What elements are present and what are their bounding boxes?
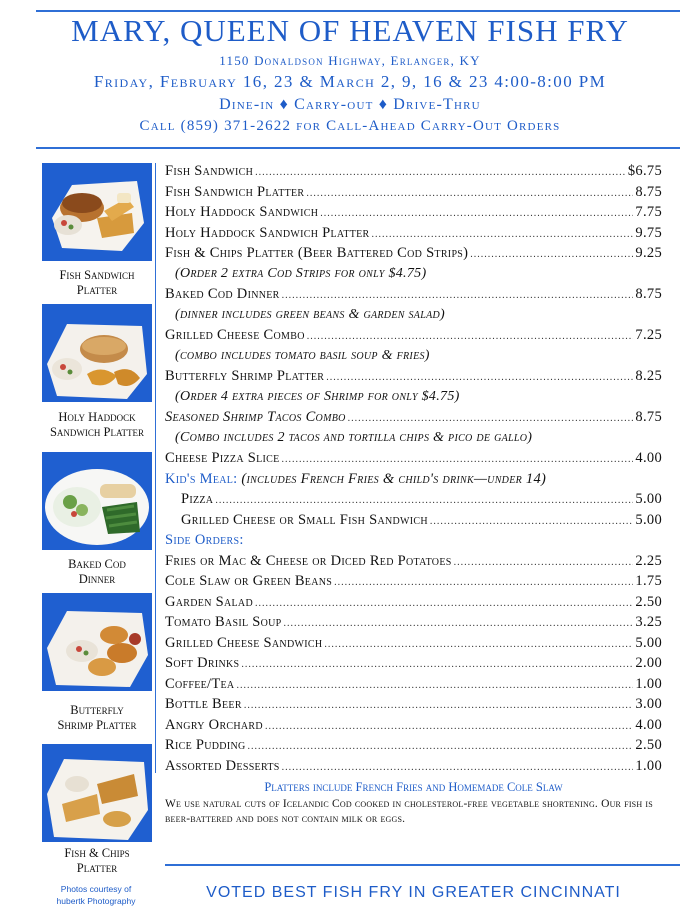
item-price: 3.00 [635, 696, 662, 712]
leader-dots [320, 208, 633, 219]
fish-sandwich-platter-photo [42, 163, 152, 261]
event-dates: Friday, February 16, 23 & March 2, 9, 16 & 23 4:00-8:00 PM [93, 72, 607, 91]
item-price: 7.25 [635, 327, 662, 343]
item-price: $6.75 [627, 163, 662, 179]
item-name: Assorted Desserts [165, 757, 280, 774]
caption-line: Shrimp Platter [57, 718, 137, 732]
kids-meal-note: (includes French Fries & child's drink—under 14) [241, 470, 547, 487]
item-note: (Combo includes 2 tacos and tortilla chips & pico de gallo) [175, 429, 533, 445]
leader-dots [215, 495, 633, 506]
photo-caption [30, 703, 164, 733]
leader-dots [282, 454, 634, 465]
leader-dots [255, 167, 626, 178]
item-name: Pizza [181, 491, 214, 507]
side-item [165, 594, 662, 615]
leader-dots [324, 639, 633, 650]
item-note: (Order 4 extra pieces of Shrimp for only $4.75) [175, 388, 460, 404]
item-price: 9.75 [635, 224, 662, 241]
side-orders-header: Side Orders: [165, 532, 244, 548]
side-item [165, 737, 662, 758]
photo-caption [30, 410, 164, 440]
leader-dots [306, 188, 633, 199]
item-price: 5.00 [635, 511, 662, 528]
kids-item [165, 512, 662, 533]
caption-line: Butterfly [70, 703, 124, 717]
item-price: 8.25 [635, 368, 662, 384]
caption-line: Dinner [78, 572, 116, 586]
item-price: 9.25 [635, 245, 662, 261]
column-divider [155, 163, 156, 773]
item-name: Fries or Mac & Cheese or Diced Red Potatoes [165, 552, 452, 569]
service-options: Dine-in ♦ Carry-out ♦ Drive-Thru [219, 96, 481, 113]
fish-and-chips-platter-photo [42, 744, 152, 842]
item-name: Coffee/Tea [165, 675, 235, 692]
credit-line: hubertk Photography [56, 896, 136, 906]
top-rule [36, 10, 680, 12]
platters-note: Platters include French Fries and Homemade Cole Slaw [264, 780, 563, 794]
item-name: Holy Haddock Sandwich Platter [165, 224, 370, 241]
menu-item [165, 184, 662, 205]
leader-dots [248, 741, 634, 752]
side-item [165, 573, 662, 594]
item-price: 2.50 [635, 737, 662, 753]
item-name: Grilled Cheese Combo [165, 327, 305, 343]
leader-dots [282, 290, 634, 301]
side-item [165, 696, 662, 717]
caption-line: Platter [76, 861, 118, 875]
butterfly-shrimp-platter-photo [42, 593, 152, 691]
leader-dots [307, 331, 634, 342]
header-bottom-rule [36, 147, 680, 149]
caption-line: Platter [76, 283, 118, 297]
item-name: Soft Drinks [165, 655, 240, 671]
item-price: 8.75 [635, 183, 662, 200]
menu-item [165, 368, 662, 389]
footer-rule [165, 864, 680, 866]
item-note: (combo includes tomato basil soup & fries) [175, 347, 430, 363]
leader-dots [284, 618, 634, 629]
cod-note: We use natural cuts of Icelandic Cod cooked in cholesterol-free vegetable shortening. Our fish is beer-battered and does not contain milk or eggs. [165, 798, 653, 825]
side-item [165, 676, 662, 697]
leader-dots [326, 372, 633, 383]
item-price: 2.50 [635, 593, 662, 610]
caption-line: Sandwich Platter [49, 425, 145, 439]
item-price: 4.00 [635, 716, 662, 733]
item-name: Tomato Basil Soup [165, 614, 282, 630]
leader-dots [470, 249, 633, 260]
item-price: 8.75 [635, 409, 662, 425]
item-price: 1.00 [635, 757, 662, 774]
item-price: 2.25 [635, 552, 662, 569]
item-name: Grilled Cheese Sandwich [165, 634, 323, 651]
baked-cod-dinner-photo [42, 452, 152, 550]
item-price: 1.75 [635, 573, 662, 589]
item-price: 5.00 [635, 491, 662, 507]
side-item [165, 614, 662, 635]
item-price: 2.00 [635, 655, 662, 671]
menu-list [165, 163, 662, 778]
menu-item [165, 204, 662, 225]
photo-caption [30, 846, 164, 876]
item-note: (dinner includes green beans & garden salad) [175, 306, 445, 322]
leader-dots [265, 721, 633, 732]
item-price: 8.75 [635, 286, 662, 302]
item-name: Fish Sandwich [165, 163, 254, 179]
leader-dots [372, 229, 634, 240]
page-title: MARY, QUEEN OF HEAVEN FISH FRY [71, 13, 629, 48]
credit-line: Photos courtesy of [60, 884, 132, 894]
caption-line: Holy Haddock [58, 410, 136, 424]
side-item [165, 655, 662, 676]
item-name: Baked Cod Dinner [165, 286, 280, 302]
menu-item [165, 225, 662, 246]
item-note: (Order 2 extra Cod Strips for only $4.75) [175, 265, 427, 281]
leader-dots [282, 762, 634, 773]
leader-dots [255, 598, 633, 609]
item-name: Seasoned Shrimp Tacos Combo [165, 409, 346, 425]
photo-credit [40, 883, 152, 907]
voted-best-banner: VOTED BEST FISH FRY IN GREATER CINCINNATI [206, 884, 621, 901]
item-name: Angry Orchard [165, 716, 263, 733]
photo-caption [30, 557, 164, 587]
leader-dots [241, 659, 633, 670]
menu-item [165, 409, 662, 430]
menu-item [165, 163, 662, 184]
item-name: Cole Slaw or Green Beans [165, 573, 333, 589]
leader-dots [348, 413, 634, 424]
item-name: Bottle Beer [165, 696, 242, 712]
item-name: Fish Sandwich Platter [165, 183, 305, 200]
leader-dots [454, 557, 634, 568]
item-name: Grilled Cheese or Small Fish Sandwich [181, 511, 428, 528]
item-price: 7.75 [635, 204, 662, 220]
item-name: Rice Pudding [165, 737, 246, 753]
side-item [165, 553, 662, 574]
caption-line: Baked Cod [68, 557, 126, 571]
item-price: 4.00 [635, 450, 662, 466]
item-name: Fish & Chips Platter (Beer Battered Cod Strips) [165, 245, 469, 261]
side-item [165, 758, 662, 779]
caption-line: Fish Sandwich [59, 268, 135, 282]
item-name: Butterfly Shrimp Platter [165, 368, 325, 384]
item-price: 3.25 [635, 614, 662, 630]
caption-line: Fish & Chips [64, 846, 130, 860]
item-price: 1.00 [635, 675, 662, 692]
menu-item [165, 245, 662, 266]
leader-dots [244, 700, 634, 711]
side-item [165, 635, 662, 656]
menu-item [165, 286, 662, 307]
kids-meal-label: Kid's Meal: [165, 470, 238, 487]
kids-meal-header [165, 471, 662, 492]
side-item [165, 717, 662, 738]
leader-dots [430, 516, 634, 527]
phone-line: Call (859) 371-2622 for Call-Ahead Carry-Out Orders [139, 118, 561, 134]
item-name: Holy Haddock Sandwich [165, 204, 319, 220]
leader-dots [334, 577, 633, 588]
kids-item [165, 491, 662, 512]
holy-haddock-sandwich-platter-photo [42, 304, 152, 402]
item-price: 5.00 [635, 634, 662, 651]
leader-dots [236, 680, 633, 691]
menu-item [165, 327, 662, 348]
item-name: Garden Salad [165, 593, 253, 610]
item-name: Cheese Pizza Slice [165, 450, 280, 466]
address: 1150 Donaldson Highway, Erlanger, KY [219, 53, 481, 68]
menu-item [165, 450, 662, 471]
photo-caption [30, 268, 164, 298]
